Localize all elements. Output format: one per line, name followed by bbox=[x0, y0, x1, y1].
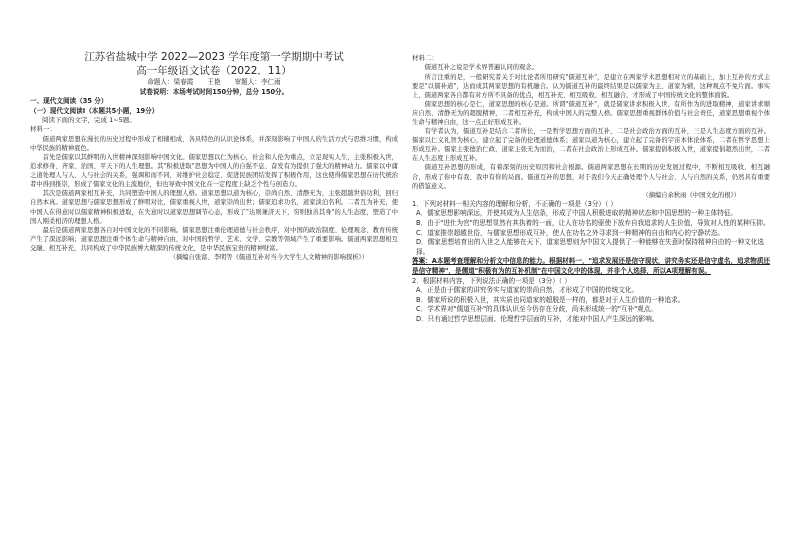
question-1-option-d: D．儒家思想培育出的入世之人能够在天下，道家思想则为中国文人提供了一种能够在失意时保持精神自由的一种文化选择。 bbox=[416, 238, 764, 256]
paragraph: 所言注重的是，一般研究者关于对比论者所用研究"儒道互补"，是建立在两家学术思想相对立的基础上，加上互补的方式主要是"以儒补道"，达而成其两家思想的有机融合。认为儒道互补的最终结果是以儒家为主、道家为辅，这种观点不免片面。事实上，儒道两家各自都有对方所不具备的优点，相互补充、相互吸收、相互融合，才形成了中国传统文化的整体面貌。 bbox=[412, 73, 770, 99]
question-2-option-a: A．正是由于儒家的讲究务实与道家的崇尚自然，才形成了中国的传统文化。 bbox=[416, 286, 639, 295]
paragraph: 有学者认为，儒道互补是结合二者所长，一是哲学思想方面的互补，二是社会政治方面的互补，三是人生态度方面的互补。儒家以仁义礼智为核心，建立起了完备的伦理道德体系；道家以道为核心，建立起了完备的宇宙本体论体系，二者在哲学思想上形成互补。儒家主张德治仁政，道家主张无为而治，二者在社会政治上形成互补。儒家提倡积极入世，道家提倡超然出世，二者在人生态度上形成互补。 bbox=[412, 128, 770, 163]
author-1: 命题人：梁春霞 bbox=[147, 78, 194, 86]
paragraph: 儒家思想的核心是仁，道家思想的核心是道。所谓"儒道互补"，就是儒家讲求积极入世、有所作为的进取精神，道家讲求顺应自然、清静无为的超脱精神，二者相互补充，构成中国人的完整人格。儒家思想重视群体价值与社会责任，道家思想重视个体生命与精神自由，这一点正好形成互补。 bbox=[412, 100, 770, 126]
question-1-option-b: B．由于"进仕为官"的思想显然有其执着的一面，让人在功名的驱使下放弃自我追求的人生价值，导致对人性的某种压抑。 bbox=[416, 219, 770, 227]
question-2-option-d: D．只有通过哲学思想层面、伦理哲学层面的互补，才能对中国人产生深远的影响。 bbox=[416, 314, 659, 323]
author-2: 王艳 bbox=[207, 78, 221, 86]
source-citation: （摘编自张富、李明等《儒道互补对当今大学生人文精神的影响探析》） bbox=[169, 254, 368, 262]
question-2-option-b: B．儒家所说的积极入世，其实质也同道家的超脱是一样的，都是对于人生价值的一种追求。 bbox=[416, 295, 685, 304]
author-line bbox=[30, 78, 398, 87]
paragraph: 其次是儒道两家相互补充，共同塑造中国人的理想人格。道家思想以道为核心，崇尚自然、清静无为，主张超越世俗功利，回归自然本真。道家思想与儒家思想形成了鲜明对比，儒家重视人世，道家崇尚出世；儒家追求功名，道家淡泊名利。二者互为补充，使中国人在得意时以儒家精神积极进取，在失意时以道家思想调节心态，形成了"达则兼济天下，穷则独善其身"的人生态度，塑造了中国人刚柔相济的理想人格。 bbox=[30, 190, 398, 225]
material-one-label: 材料一： bbox=[30, 125, 56, 134]
instruction: 阅读下面的文字，完成 1~5题。 bbox=[42, 116, 136, 124]
answer-text: A本题考查理解和分析文中信息的能力。根据材料一，"追求发展还是信守现状，讲究务实还是信守虚名，追求物质还是信守精神"，是儒道"积极有为的互补机制"在中国文化中的体现，并非个人选择，所以A项理解有误。 bbox=[412, 257, 771, 275]
right-column bbox=[412, 14, 770, 325]
material-two-label: 材料二： bbox=[412, 54, 438, 62]
section-subheading: （一）现代文阅读Ⅰ（本题共5小题，19分） bbox=[30, 106, 159, 115]
author-3: 审题人：李仁雨 bbox=[234, 78, 281, 86]
exam-title: 江苏省盐城中学 2022—2023 学年度第一学期期中考试 bbox=[84, 51, 344, 63]
paragraph: 最后是儒道两家思想各自对中国文化的不同影响。儒家思想注重伦理道德与社会秩序，对中国的政治制度、伦理观念、教育传统产生了深远影响；道家思想注重个体生命与精神自由，对中国的哲学、艺术、文学、宗教等领域产生了重要影响。儒道两家思想相互交融、相互补充，共同构成了中华民族博大精深的传统文化，是中华民族宝贵的精神财富。 bbox=[30, 226, 398, 252]
answer-block bbox=[412, 257, 770, 276]
section-heading: 一、现代文阅读（35 分） bbox=[30, 97, 108, 105]
exam-info: 试卷说明：本场考试时间150分钟，总分 150分。 bbox=[139, 88, 289, 96]
question-2: 2．根据材料内容，下列说法正确的一项是（3分）（ ） bbox=[412, 276, 571, 285]
exam-subtitle: 高一年级语文试卷（2022．11） bbox=[136, 65, 292, 77]
question-2-option-c: C．学术界对"儒道互补"的具体认识至今仍存在分歧，尚未形成统一的"互补"观点。 bbox=[416, 305, 657, 314]
question-1: 1．下列对材料一相关内容的理解和分析，不正确的一项是（3分）（ ） bbox=[412, 199, 617, 208]
question-1-option-a: A．儒家思想影响深远，并使其成为人生信条，形成了中国人积极进取的精神状态和中国思想的一种主体特征。 bbox=[416, 209, 738, 218]
paragraph: 儒道两家思想在漫长的历史过程中形成了相辅相成、各具特色的认识论体系，并深刻影响了中国人的生活方式与思维习惯，构成中华民族的精神底色。 bbox=[30, 135, 398, 152]
paragraph: 首先是儒家以其鲜明的入世精神深刻影响中国文化。儒家思想以仁为核心，社会和人伦为重点，立足现实人生，主张积极入世，追求修身、齐家、治国、平天下的人生理想。其"积极进取"思想为中国人的自强不息、奋发有为提供了强大的精神动力。儒家以中庸之道处理人与人、人与社会的关系，强调和而不同，对维护社会稳定、促进民族团结发挥了积极作用，这也使得儒家思想在历代统治者中得到推崇，形成了儒家文化的主流地位，但也导致中国文化在一定程度上缺乏个性与创造力。 bbox=[30, 154, 398, 189]
answer-label: 答案： bbox=[412, 257, 432, 266]
question-1-option-c: C．道家推崇超越世俗，与儒家思想形成互补，使人在功名之外寻求到一种精神的自由和内心的宁静状态。 bbox=[416, 228, 724, 237]
paragraph: 儒道互补之说是学术界普遍认同的观念。 bbox=[424, 64, 538, 72]
source-citation: （摘编自余秋雨《中国文化的根》） bbox=[642, 191, 740, 199]
paragraph: 儒道互补思想的形成，有着深刻的历史原因和社会根源。儒道两家思想在长期的历史发展过程中，不断相互吸收、相互融合，形成了你中有我、我中有你的局面。儒道互补的思想，对于我们今天正确处理个人与社会、人与自然的关系，仍然具有重要的借鉴意义。 bbox=[412, 164, 770, 190]
left-column bbox=[30, 14, 398, 262]
